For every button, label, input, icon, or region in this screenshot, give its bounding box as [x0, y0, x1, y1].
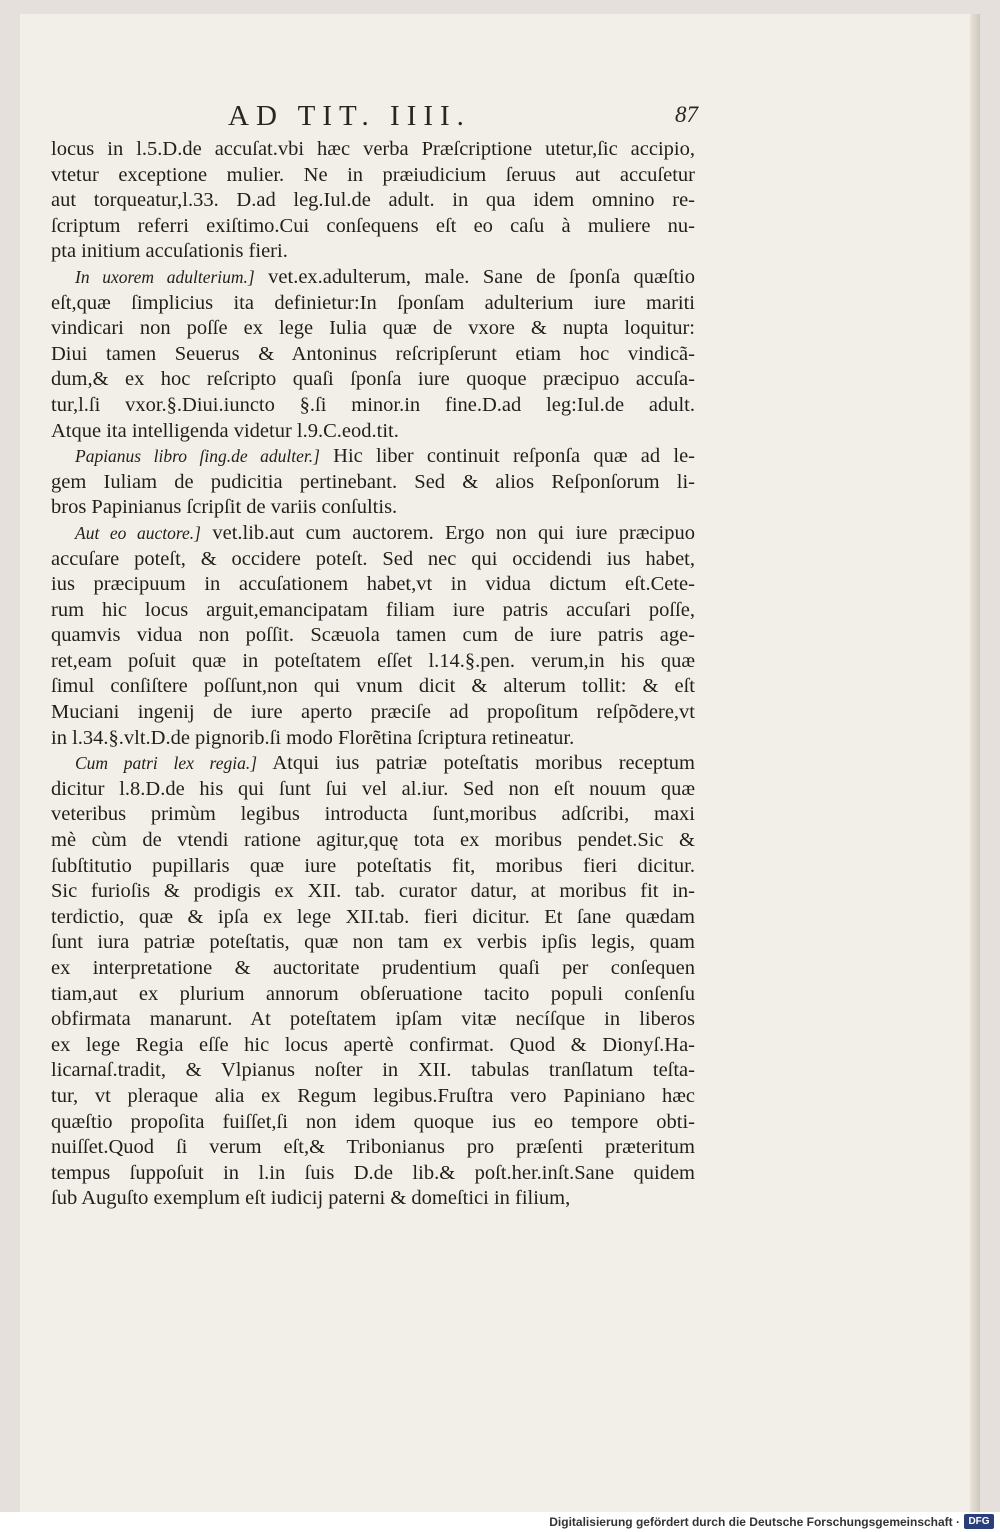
text-line — [51, 623, 695, 649]
text-line — [51, 598, 695, 624]
line-text: ex interpretatione & auctoritate prudentium quaſi per conſequen — [51, 957, 695, 979]
line-text: vindicari non poſſe ex lege Iulia quæ de vxore & nupta loquitur: — [51, 317, 695, 340]
body-text — [51, 137, 695, 1212]
text-line — [51, 1110, 695, 1136]
line-text: ex lege Regia eſſe hic locus apertè confirmat. Quod & Dionyſ.Ha- — [51, 1033, 695, 1056]
line-text: bros Papinianus ſcripſit de variis conſultis. — [51, 496, 398, 519]
text-line — [51, 956, 695, 982]
line-text: rum hic locus arguit,emancipatam filiam iure patris accuſari poſſe, — [51, 598, 695, 621]
text-line — [51, 1186, 695, 1212]
line-text: ſub Auguſto exemplum eſt iudicij paterni & domeſtici in filium, — [51, 1187, 571, 1210]
text-line — [51, 137, 695, 163]
line-text: Muciani ingenij de iure aperto præciſe ad propoſitum reſpõdere,vt — [51, 701, 695, 724]
text-line — [51, 982, 695, 1008]
line-text: tur,l.ſi vxor.§.Diui.iuncto §.ſi minor.in fine.D.ad leg:Iul.de adult. — [51, 393, 695, 416]
text-line — [51, 1033, 695, 1059]
text-line — [51, 419, 695, 445]
text-line — [51, 879, 695, 905]
line-text: quamvis vidua non poſſit. Scæuola tamen cum de iure patris age- — [51, 624, 695, 647]
text-line — [51, 828, 695, 854]
text-line — [51, 674, 695, 700]
line-text: Atqui ius patriæ poteſtatis moribus receptum — [272, 752, 695, 775]
line-text: ſunt iura patriæ poteſtatis, quæ non tam ex verbis ipſis legis, quam — [51, 931, 695, 954]
text-line — [51, 751, 695, 777]
paragraph — [51, 521, 695, 751]
lemma: Cum patri lex regia.] — [75, 753, 258, 774]
line-text: ſubſtitutio pupillaris quæ iure poteſtatis fit, moribus fieri dicitur. — [51, 854, 695, 877]
text-line — [51, 239, 695, 265]
line-text: vtetur exceptione mulier. Ne in præiudicium ſeruus aut accuſetur — [51, 163, 695, 186]
text-line — [51, 572, 695, 598]
line-text: Hic liber continuit reſponſa quæ ad le- — [333, 445, 695, 468]
text-line — [51, 367, 695, 393]
line-text: licarnaſ.tradit, & Vlpianus noſter in XII. tabulas tranſlatum teſta- — [51, 1059, 695, 1082]
line-text: ſimul conſiſtere poſſunt,non qui vnum dicit & alterum tollit: & eſt — [51, 675, 695, 698]
line-text: ret,eam poſuit quæ in poteſtatem eſſet l.14.§.pen. verum,in his quæ — [51, 649, 695, 672]
text-line — [51, 905, 695, 931]
text-line — [51, 291, 695, 317]
line-text: Sic furioſis & prodigis ex XII. tab. curator datur, at moribus fit in- — [51, 880, 695, 903]
text-line — [51, 188, 695, 214]
line-text: tur, vt pleraque alia ex Regum legibus.Fruſtra vero Papiniano hæc — [51, 1084, 695, 1107]
text-line — [51, 854, 695, 880]
line-text: veteribus primùm legibus introducta ſunt,moribus adſcribi, maxi — [51, 803, 695, 826]
line-text: dum,& ex hoc reſcripto quaſi ſponſa iure quoque præcipuo accuſa- — [51, 368, 695, 391]
text-line — [51, 214, 695, 240]
line-text: ius præcipuum in accuſationem habet,vt in vidua dictum eſt.Cete- — [51, 573, 695, 596]
line-text: tiam,aut ex plurium annorum obſeruatione tacito populi conſenſu — [51, 982, 695, 1005]
text-line — [51, 444, 695, 470]
text-line — [51, 700, 695, 726]
text-line — [51, 726, 695, 752]
footer-bar — [0, 1512, 1000, 1532]
text-line — [51, 393, 695, 419]
running-head-title: AD TIT. IIII. — [228, 100, 471, 132]
line-text: accuſare poteſt, & occidere poteſt. Sed nec qui occidendi ius habet, — [51, 547, 695, 570]
text-line — [51, 649, 695, 675]
text-line — [51, 470, 695, 496]
text-line — [51, 495, 695, 521]
lemma: Aut eo auctore.] — [75, 522, 201, 543]
page-edge-shadow — [970, 14, 980, 1512]
line-text: obfirmata manarunt. At poteſtatem ipſam vitæ necíſque in liberos — [51, 1008, 695, 1031]
text-line — [51, 777, 695, 803]
text-line — [51, 1084, 695, 1110]
lemma: In uxorem adulterium.] — [75, 266, 255, 287]
text-line — [51, 1135, 695, 1161]
line-text: in l.34.§.vlt.D.de pignorib.ſi modo Florẽtina ſcriptura retineatur. — [51, 726, 575, 749]
line-text: vet.ex.adulterum, male. Sane de ſponſa quæſtio — [268, 265, 696, 288]
line-text: nuiſſet.Quod ſi verum eſt,& Tribonianus pro præſenti præteritum — [51, 1136, 695, 1159]
line-text: vet.lib.aut cum auctorem. Ergo non qui iure præcipuo — [212, 521, 695, 544]
line-text: tempus ſuppoſuit in l.in ſuis D.de lib.& poſt.her.inſt.Sane quidem — [51, 1161, 695, 1184]
text-line — [51, 521, 695, 547]
running-head — [228, 100, 698, 140]
text-line — [51, 1161, 695, 1187]
text-line — [51, 802, 695, 828]
text-line — [51, 1058, 695, 1084]
text-line — [51, 930, 695, 956]
line-text: terdictio, quæ & ipſa ex lege XII.tab. fieri dicitur. Et ſane quædam — [51, 905, 695, 928]
text-line — [51, 265, 695, 291]
line-text: ſcriptum referri exiſtimo.Cui conſequens eſt eo caſu à muliere nu- — [51, 214, 695, 237]
text-line — [51, 342, 695, 368]
text-line — [51, 547, 695, 573]
line-text: Atque ita intelligenda videtur l.9.C.eod.tit. — [51, 419, 399, 442]
paragraph — [51, 751, 695, 1212]
line-text: quæſtio propoſita fuiſſet,ſi non idem quoque ius eo tempore obti- — [51, 1110, 695, 1133]
text-line — [51, 163, 695, 189]
funding-credit: Digitalisierung gefördert durch die Deutsche Forschungsgemeinschaft · — [549, 1515, 960, 1529]
paragraph — [51, 137, 695, 265]
paragraph — [51, 265, 695, 444]
line-text: aut torqueatur,l.33. D.ad leg.Iul.de adult. in qua idem omnino re- — [51, 189, 695, 212]
line-text: eſt,quæ ſimplicius ita definietur:In ſponſam adulterium iure mariti — [51, 291, 695, 314]
line-text: Diui tamen Seuerus & Antoninus reſcripſerunt etiam hoc vindicã- — [51, 342, 695, 365]
lemma: Papianus libro ſing.de adulter.] — [75, 446, 320, 467]
line-text: dicitur l.8.D.de his qui ſunt ſui vel al.iur. Sed non eſt nouum quæ — [51, 777, 695, 800]
text-line — [51, 316, 695, 342]
paragraph — [51, 444, 695, 521]
line-text: pta initium accuſationis fieri. — [51, 240, 288, 263]
dfg-logo: DFG — [964, 1514, 994, 1529]
text-line — [51, 1007, 695, 1033]
line-text: locus in l.5.D.de accuſat.vbi hæc verba Præſcriptione utetur,ſic accipio, — [51, 138, 695, 160]
line-text: mè cùm de vtendi ratione agitur,quę tota ex moribus pendet.Sic & — [51, 829, 695, 852]
page-number: 87 — [675, 102, 698, 127]
line-text: gem Iuliam de pudicitia pertinebant. Sed & alios Reſponſorum li- — [51, 470, 695, 493]
